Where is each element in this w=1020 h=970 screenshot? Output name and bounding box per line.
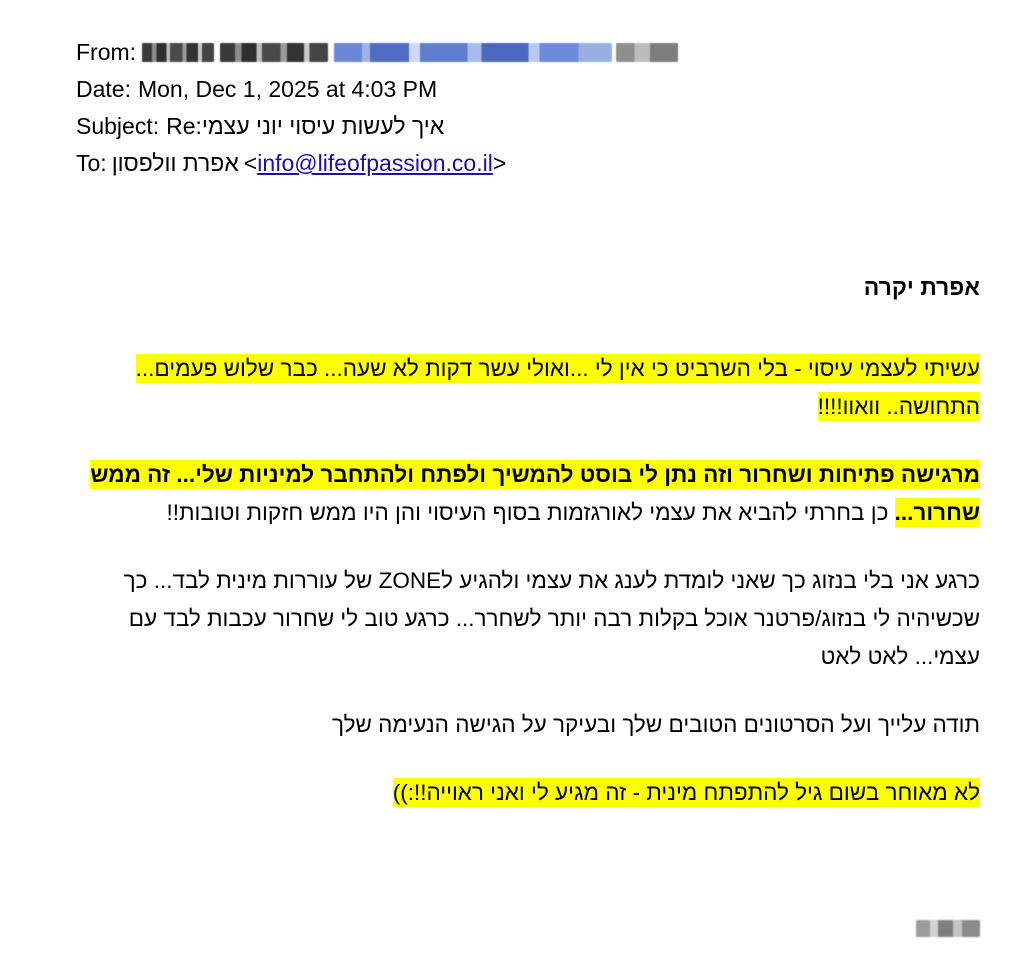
subject-value: איך לעשות עיסוי יוני עצמי [201, 113, 445, 139]
header-row-to [76, 145, 980, 182]
to-recipient-name: אפרת וולפסון [111, 150, 239, 176]
subject-reply-prefix: Re: [166, 113, 202, 139]
header-row-from [76, 34, 980, 71]
redacted-sender-email [334, 43, 612, 62]
highlight-3: לא מאוחר בשום גיל להתפתח מינית - זה מגיע לי ואני ראוייה!!:)) [392, 780, 980, 805]
from-label: From: [76, 39, 137, 65]
paragraph-2-rest: כן בחרתי להביא את עצמי לאורגזמות בסוף העיסוי והן היו ממש חזקות וטובות!! [166, 500, 895, 525]
paragraph-1 [86, 350, 980, 426]
redacted-sender-name [142, 43, 214, 62]
email-header [76, 34, 980, 182]
header-row-date [76, 71, 980, 108]
date-label: Date: [76, 76, 131, 102]
date-value: Mon, Dec 1, 2025 at 4:03 PM [137, 76, 438, 102]
to-label: To: [76, 150, 107, 176]
to-open-bracket: < [243, 150, 258, 176]
to-close-bracket: > [492, 150, 507, 176]
paragraph-3: כרגע אני בלי בנזוג כך שאני לומדת לענג את עצמי ולהגיע לZONE של עוררות מינית לבד... כך שכשיהיה לי בנזוג/פרטנר אוכל בקלות רבה יותר לשחרר... כרגע טוב לי שחרור עכבות לבד עם עצמי... לאט לאט [123, 568, 980, 669]
paragraph-2 [86, 456, 980, 532]
header-row-subject [76, 108, 980, 145]
redacted-sender-name-2 [220, 43, 328, 62]
redacted-footer-signature [916, 920, 980, 937]
paragraph-4: תודה עלייך ועל הסרטונים הטובים שלך ובעיקר על הגישה הנעימה שלך [332, 712, 980, 737]
highlight-1: עשיתי לעצמי עיסוי - בלי השרביט כי אין לי ...ואולי עשר דקות לא שעה... כבר שלוש פעמים... התחושה.. וואוו!!!! [135, 356, 980, 419]
greeting-line: אפרת יקרה [863, 274, 980, 300]
email-body [76, 268, 980, 812]
subject-label: Subject: [76, 113, 160, 139]
paragraph-5 [86, 774, 980, 812]
to-email-link[interactable]: info@lifeofpassion.co.il [257, 150, 493, 176]
highlight-2: מרגישה פתיחות ושחרור וזה נתן לי בוסט להמשיך ולפתח ולהתחבר למיניות שלי... זה ממש שחרור... [90, 462, 980, 525]
redacted-sender-email-tail [616, 43, 678, 62]
